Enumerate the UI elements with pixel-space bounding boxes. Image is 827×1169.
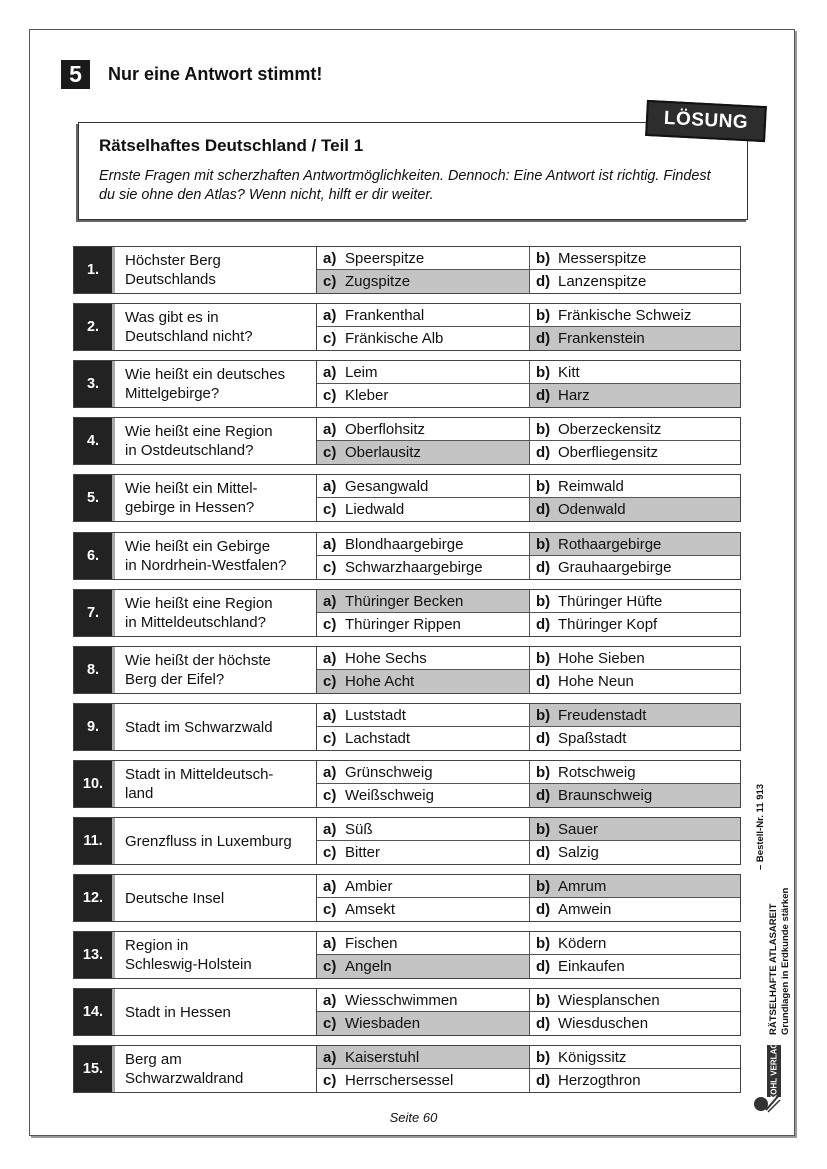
answer-text: Thüringer Kopf xyxy=(558,616,658,633)
answer-option xyxy=(317,1046,530,1069)
question-number: 12. xyxy=(74,875,115,921)
question-number: 10. xyxy=(74,761,115,807)
answer-option xyxy=(530,247,740,270)
answer-option xyxy=(317,247,530,270)
question-text: Region in Schleswig-Holstein xyxy=(115,932,317,978)
answer-option xyxy=(530,841,740,864)
answer-letter: d) xyxy=(536,787,551,804)
answer-option xyxy=(530,498,740,521)
answer-letter: c) xyxy=(323,673,337,690)
answer-text: Freudenstadt xyxy=(558,706,647,724)
answer-option xyxy=(317,1069,530,1092)
answer-letter: c) xyxy=(323,444,337,461)
answer-letter: d) xyxy=(536,444,551,461)
answer-text: Lanzenspitze xyxy=(558,273,647,290)
question-number: 2. xyxy=(74,304,115,350)
answer-text: Amrum xyxy=(558,877,607,895)
question-row xyxy=(73,817,741,865)
answer-grid xyxy=(317,590,740,636)
answer-text: Sauer xyxy=(558,820,599,838)
answer-text: Hohe Acht xyxy=(345,673,415,690)
answer-option xyxy=(530,1012,740,1035)
answer-text: Speerspitze xyxy=(345,249,425,267)
answer-option xyxy=(317,304,530,327)
answer-option xyxy=(317,761,530,784)
answer-grid xyxy=(317,875,740,921)
answer-letter: d) xyxy=(536,673,551,690)
answer-option xyxy=(317,818,530,841)
answer-grid xyxy=(317,533,740,579)
answer-letter: a) xyxy=(323,877,337,895)
answer-letter: a) xyxy=(323,306,337,324)
answer-grid xyxy=(317,1046,740,1092)
answer-text: Messerspitze xyxy=(558,249,647,267)
answer-letter: a) xyxy=(323,763,337,781)
answer-grid xyxy=(317,361,740,407)
answer-option xyxy=(530,475,740,498)
answer-letter: c) xyxy=(323,901,337,918)
answer-option xyxy=(530,898,740,921)
series-subtitle: Grundlagen in Erdkunde stärken xyxy=(780,887,791,1035)
question-text: Stadt im Schwarzwald xyxy=(115,704,317,750)
question-row xyxy=(73,360,741,408)
answer-text: Blondhaargebirge xyxy=(345,535,464,553)
answer-option xyxy=(317,989,530,1012)
question-number: 1. xyxy=(74,247,115,293)
answer-text: Thüringer Rippen xyxy=(345,616,461,633)
answer-text: Oberzeckensitz xyxy=(558,420,662,438)
answer-text: Reimwald xyxy=(558,477,624,495)
answer-letter: b) xyxy=(536,991,551,1009)
answer-letter: a) xyxy=(323,1048,337,1066)
intro-title: Rätselhaftes Deutschland / Teil 1 xyxy=(99,136,364,155)
answer-option xyxy=(530,270,740,293)
answer-text: Rothaargebirge xyxy=(558,535,662,553)
answer-text: Fischen xyxy=(345,934,398,952)
answer-option xyxy=(317,384,530,407)
question-text: Deutsche Insel xyxy=(115,875,317,921)
answer-text: Kleber xyxy=(345,387,389,404)
answer-text: Wiesschwimmen xyxy=(345,991,458,1009)
question-text: Wie heißt eine Region in Mitteldeutschland? xyxy=(115,590,317,636)
answer-letter: b) xyxy=(536,592,551,610)
answer-letter: b) xyxy=(536,535,551,553)
answer-option xyxy=(530,818,740,841)
answer-text: Wiesduschen xyxy=(558,1015,649,1032)
answer-text: Braunschweig xyxy=(558,787,653,804)
answer-text: Rotschweig xyxy=(558,763,636,781)
answer-letter: d) xyxy=(536,844,551,861)
publisher-name: KOHL VERLAG xyxy=(769,1041,779,1101)
answer-option xyxy=(530,670,740,693)
chapter-number: 5 xyxy=(61,60,90,89)
answer-text: Thüringer Hüfte xyxy=(558,592,663,610)
answer-text: Frankenstein xyxy=(558,330,645,347)
answer-text: Wiesplanschen xyxy=(558,991,660,1009)
answer-text: Oberlausitz xyxy=(345,444,421,461)
answer-option xyxy=(317,727,530,750)
question-row xyxy=(73,303,741,351)
question-row xyxy=(73,646,741,694)
question-text: Höchster Berg Deutschlands xyxy=(115,247,317,293)
answer-text: Herrschersessel xyxy=(345,1072,454,1089)
page-number: Seite 60 xyxy=(389,1110,438,1125)
answer-text: Gesangwald xyxy=(345,477,429,495)
answer-option xyxy=(317,1012,530,1035)
publisher-mark-icon xyxy=(752,1090,782,1114)
question-text: Wie heißt der höchste Berg der Eifel? xyxy=(115,647,317,693)
answer-letter: a) xyxy=(323,934,337,952)
answer-option xyxy=(530,761,740,784)
question-number: 4. xyxy=(74,418,115,464)
answer-text: Hohe Sechs xyxy=(345,649,427,667)
question-row xyxy=(73,703,741,751)
answer-option xyxy=(530,441,740,464)
answer-option xyxy=(530,384,740,407)
answer-letter: d) xyxy=(536,901,551,918)
answer-option xyxy=(530,327,740,350)
answer-letter: d) xyxy=(536,273,551,290)
answer-text: Liedwald xyxy=(345,501,405,518)
chapter-title: Nur eine Antwort stimmt! xyxy=(108,64,323,84)
question-number: 7. xyxy=(74,590,115,636)
answer-option xyxy=(530,361,740,384)
answer-option xyxy=(317,670,530,693)
order-number: – Bestell-Nr. 11 913 xyxy=(755,783,766,870)
answer-text: Hohe Neun xyxy=(558,673,634,690)
answer-option xyxy=(317,361,530,384)
answer-option xyxy=(317,418,530,441)
answer-text: Frankenthal xyxy=(345,306,425,324)
answer-grid xyxy=(317,989,740,1035)
answer-text: Grünschweig xyxy=(345,763,433,781)
answer-letter: a) xyxy=(323,420,337,438)
answer-option xyxy=(317,327,530,350)
answer-text: Odenwald xyxy=(558,501,626,518)
question-number: 11. xyxy=(74,818,115,864)
answer-text: Angeln xyxy=(345,958,392,975)
answer-letter: c) xyxy=(323,730,337,747)
question-text: Stadt in Hessen xyxy=(115,989,317,1035)
answer-letter: c) xyxy=(323,1072,337,1089)
answer-letter: b) xyxy=(536,763,551,781)
question-row xyxy=(73,874,741,922)
series-title: RÄTSELHAFTE ATLASAREIT xyxy=(768,903,779,1035)
question-number: 8. xyxy=(74,647,115,693)
answer-letter: b) xyxy=(536,1048,551,1066)
answer-letter: c) xyxy=(323,844,337,861)
answer-grid xyxy=(317,818,740,864)
question-number: 9. xyxy=(74,704,115,750)
answer-option xyxy=(317,590,530,613)
answer-option xyxy=(530,304,740,327)
answer-option xyxy=(317,784,530,807)
answer-option xyxy=(530,1069,740,1092)
answer-letter: a) xyxy=(323,820,337,838)
answer-option xyxy=(530,727,740,750)
answer-letter: d) xyxy=(536,501,551,518)
answer-option xyxy=(317,898,530,921)
answer-letter: c) xyxy=(323,958,337,975)
answer-letter: b) xyxy=(536,649,551,667)
answer-text: Grauhaargebirge xyxy=(558,559,672,576)
solution-badge: LÖSUNG xyxy=(645,100,767,142)
answer-letter: a) xyxy=(323,363,337,381)
question-row xyxy=(73,417,741,465)
answer-text: Süß xyxy=(345,820,373,838)
answer-text: Schwarzhaargebirge xyxy=(345,559,483,576)
answer-letter: d) xyxy=(536,1015,551,1032)
answer-letter: c) xyxy=(323,787,337,804)
answer-option xyxy=(317,498,530,521)
answer-letter: d) xyxy=(536,730,551,747)
answer-letter: b) xyxy=(536,477,551,495)
answer-text: Kaiserstuhl xyxy=(345,1048,420,1066)
question-number: 3. xyxy=(74,361,115,407)
answer-option xyxy=(317,955,530,978)
intro-box xyxy=(78,122,748,220)
question-text: Berg am Schwarzwaldrand xyxy=(115,1046,317,1092)
answer-option xyxy=(530,875,740,898)
answer-letter: c) xyxy=(323,273,337,290)
answer-letter: c) xyxy=(323,330,337,347)
answer-letter: a) xyxy=(323,991,337,1009)
answer-text: Spaßstadt xyxy=(558,730,627,747)
question-row xyxy=(73,246,741,294)
answer-text: Fränkische Schweiz xyxy=(558,306,692,324)
answer-text: Bitter xyxy=(345,844,381,861)
question-row xyxy=(73,589,741,637)
answer-text: Luststadt xyxy=(345,706,406,724)
answer-text: Ködern xyxy=(558,934,607,952)
answer-letter: b) xyxy=(536,820,551,838)
answer-option xyxy=(317,270,530,293)
answer-text: Kitt xyxy=(558,363,580,381)
question-number: 13. xyxy=(74,932,115,978)
answer-option xyxy=(317,533,530,556)
answer-letter: d) xyxy=(536,1072,551,1089)
answer-grid xyxy=(317,647,740,693)
question-number: 14. xyxy=(74,989,115,1035)
question-row xyxy=(73,474,741,522)
answer-text: Thüringer Becken xyxy=(345,592,464,610)
answer-text: Königssitz xyxy=(558,1048,627,1066)
question-text: Wie heißt ein deutsches Mittelgebirge? xyxy=(115,361,317,407)
question-row xyxy=(73,760,741,808)
question-row xyxy=(73,532,741,580)
question-text: Wie heißt ein Gebirge in Nordrhein-Westfalen? xyxy=(115,533,317,579)
answer-option xyxy=(317,932,530,955)
answer-letter: c) xyxy=(323,387,337,404)
answer-letter: d) xyxy=(536,330,551,347)
answer-option xyxy=(317,647,530,670)
answer-text: Lachstadt xyxy=(345,730,411,747)
answer-letter: a) xyxy=(323,477,337,495)
answer-option xyxy=(530,556,740,579)
answer-text: Ambier xyxy=(345,877,393,895)
question-number: 5. xyxy=(74,475,115,521)
answer-letter: c) xyxy=(323,616,337,633)
question-text: Was gibt es in Deutschland nicht? xyxy=(115,304,317,350)
answer-letter: c) xyxy=(323,501,337,518)
answer-option xyxy=(530,704,740,727)
answer-text: Leim xyxy=(345,363,378,381)
answer-letter: b) xyxy=(536,420,551,438)
answer-letter: b) xyxy=(536,249,551,267)
answer-letter: a) xyxy=(323,706,337,724)
answer-text: Oberfliegensitz xyxy=(558,444,659,461)
answer-option xyxy=(317,475,530,498)
question-text: Wie heißt ein Mittel- gebirge in Hessen? xyxy=(115,475,317,521)
answer-letter: a) xyxy=(323,535,337,553)
answer-text: Amwein xyxy=(558,901,612,918)
intro-text: Ernste Fragen mit scherzhaften Antwortmöglichkeiten. Dennoch: Eine Antwort ist richtig. Findest du sie ohne den Atlas? Wenn nicht, hilft er dir weiter. xyxy=(99,168,711,203)
answer-option xyxy=(317,841,530,864)
answer-option xyxy=(530,613,740,636)
answer-text: Amsekt xyxy=(345,901,396,918)
answer-text: Hohe Sieben xyxy=(558,649,645,667)
answer-letter: d) xyxy=(536,616,551,633)
answer-letter: b) xyxy=(536,934,551,952)
answer-letter: a) xyxy=(323,249,337,267)
answer-option xyxy=(317,704,530,727)
answer-grid xyxy=(317,418,740,464)
answer-option xyxy=(317,441,530,464)
answer-letter: b) xyxy=(536,363,551,381)
answer-option xyxy=(530,647,740,670)
question-text: Stadt in Mitteldeutsch- land xyxy=(115,761,317,807)
answer-letter: c) xyxy=(323,559,337,576)
answer-option xyxy=(530,1046,740,1069)
answer-option xyxy=(530,418,740,441)
answer-grid xyxy=(317,475,740,521)
question-row xyxy=(73,988,741,1036)
answer-option xyxy=(530,533,740,556)
answer-text: Zugspitze xyxy=(345,273,411,290)
answer-letter: d) xyxy=(536,958,551,975)
answer-option xyxy=(530,784,740,807)
answer-text: Fränkische Alb xyxy=(345,330,444,347)
answer-grid xyxy=(317,304,740,350)
answer-text: Einkaufen xyxy=(558,958,625,975)
question-number: 15. xyxy=(74,1046,115,1092)
answer-text: Weißschweig xyxy=(345,787,434,804)
question-text: Grenzfluss in Luxemburg xyxy=(115,818,317,864)
answer-text: Oberflohsitz xyxy=(345,420,426,438)
answer-letter: b) xyxy=(536,306,551,324)
answer-option xyxy=(530,932,740,955)
answer-letter: b) xyxy=(536,706,551,724)
answer-option xyxy=(530,989,740,1012)
answer-grid xyxy=(317,761,740,807)
question-row xyxy=(73,931,741,979)
answer-letter: c) xyxy=(323,1015,337,1032)
answer-option xyxy=(530,955,740,978)
answer-letter: a) xyxy=(323,592,337,610)
answer-option xyxy=(317,613,530,636)
question-number: 6. xyxy=(74,533,115,579)
answer-option xyxy=(530,590,740,613)
answer-grid xyxy=(317,704,740,750)
answer-letter: d) xyxy=(536,559,551,576)
answer-option xyxy=(317,556,530,579)
answer-text: Salzig xyxy=(558,844,599,861)
answer-option xyxy=(317,875,530,898)
answer-text: Herzogthron xyxy=(558,1072,641,1089)
answer-grid xyxy=(317,247,740,293)
question-row xyxy=(73,1045,741,1093)
question-text: Wie heißt eine Region in Ostdeutschland? xyxy=(115,418,317,464)
answer-letter: d) xyxy=(536,387,551,404)
answer-text: Harz xyxy=(558,387,590,404)
answer-text: Wiesbaden xyxy=(345,1015,421,1032)
answer-letter: b) xyxy=(536,877,551,895)
answer-grid xyxy=(317,932,740,978)
series-info xyxy=(768,888,792,1035)
answer-letter: a) xyxy=(323,649,337,667)
